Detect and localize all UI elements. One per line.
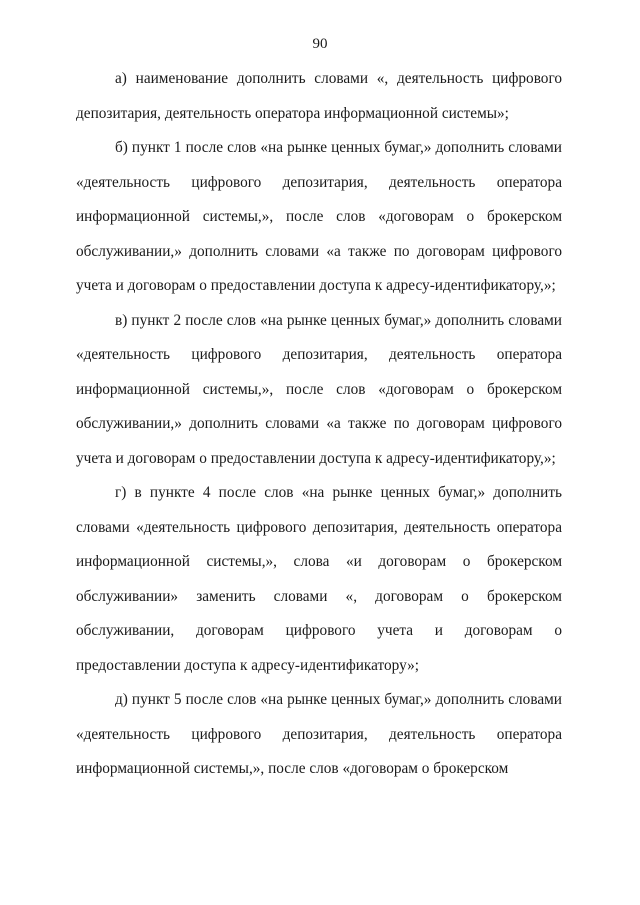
paragraph-v: в) пункт 2 после слов «на рынке ценных бумаг,» дополнить словами «деятельность цифрового депозитария, деятельность оператора информационной системы,», после слов «договорам о брокерском обслуживании,» дополнить словами «а также по договорам цифрового учета и договорам о предоставлении доступа к адресу-идентификатору,»; — [76, 311, 562, 467]
paragraph-a: а) наименование дополнить словами «, деятельность цифрового депозитария, деятельность оператора информационной системы»; — [76, 70, 562, 122]
document-body — [76, 62, 562, 787]
paragraph-d: д) пункт 5 после слов «на рынке ценных бумаг,» дополнить словами «деятельность цифрового депозитария, деятельность оператора информационной системы,», после слов «договорам о брокерском — [76, 691, 562, 777]
paragraph-b: б) пункт 1 после слов «на рынке ценных бумаг,» дополнить словами «деятельность цифрового депозитария, деятельность оператора информационной системы,», после слов «договорам о брокерском обслуживании,» дополнить словами «а также по договорам цифрового учета и договорам о предоставлении доступа к адресу-идентификатору,»; — [76, 139, 562, 294]
page-number: 90 — [312, 36, 328, 52]
paragraph-g: г) в пункте 4 после слов «на рынке ценных бумаг,» дополнить словами «деятельность цифрового депозитария, деятельность оператора информационной системы,», слова «и договорам о брокерском обслуживании» заменить словами «, договорам о брокерском обслуживании, договорам цифрового учета и договорам о предоставлении доступа к адресу-идентификатору»; — [76, 484, 562, 674]
